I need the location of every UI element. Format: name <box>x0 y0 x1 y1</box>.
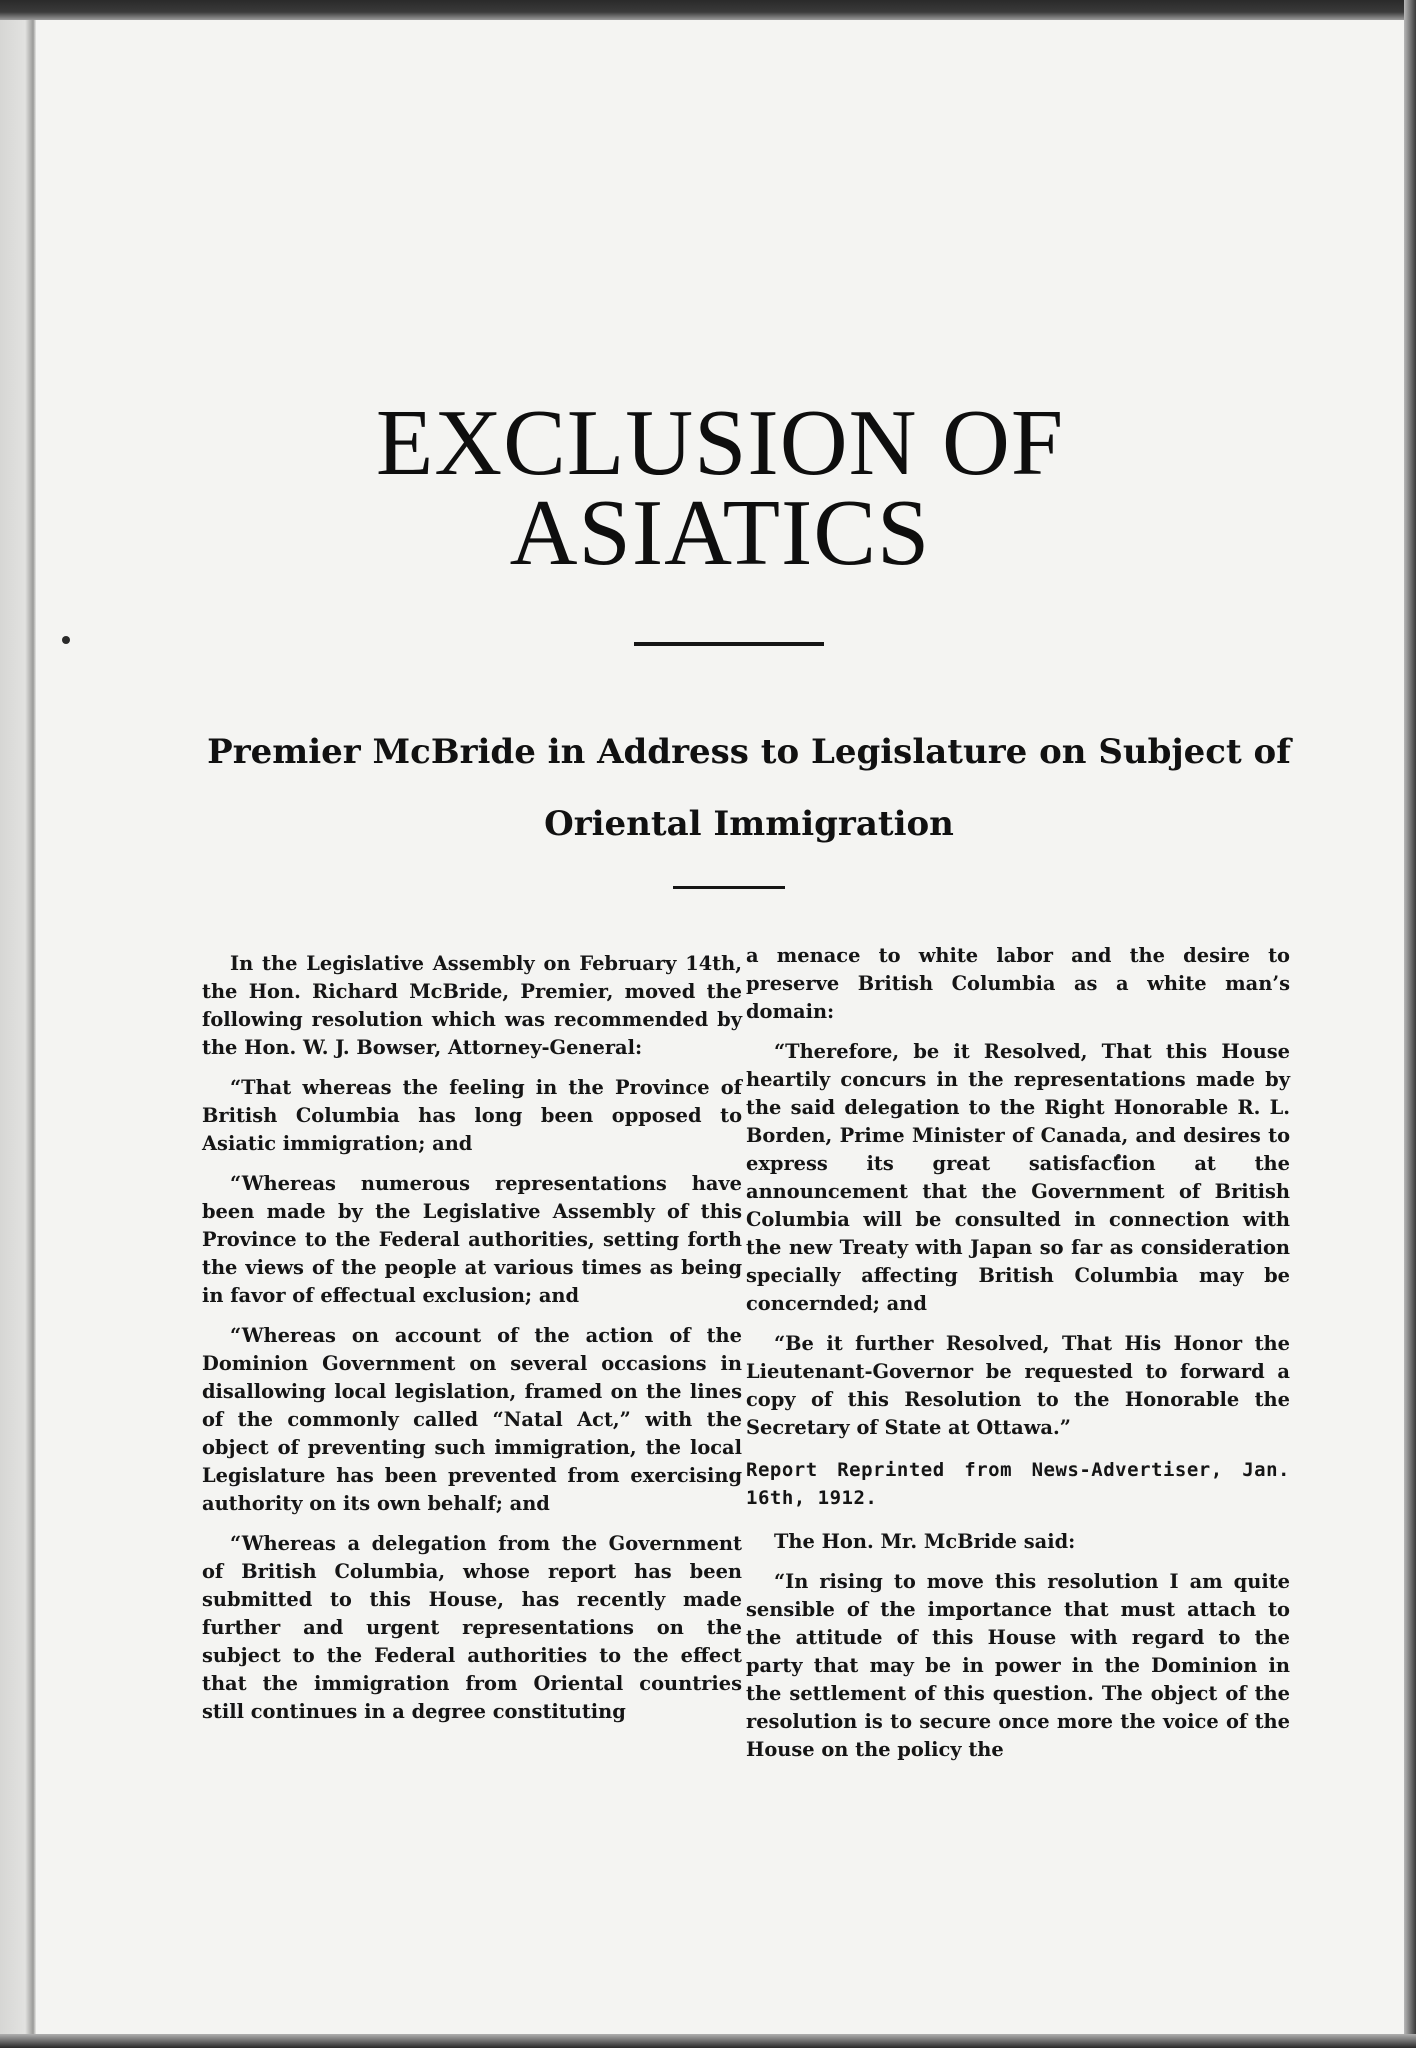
page-title-line-2: ASIATICS <box>509 481 931 585</box>
scan-edge-top <box>0 0 1416 20</box>
document-page <box>36 20 1404 2034</box>
scan-edge-right <box>1404 0 1416 2048</box>
scan-edge-bottom <box>0 2034 1416 2048</box>
report-source-note: Report Reprinted from News-Advertiser, Jan. 16th, 1912. <box>746 1459 1290 1509</box>
resolution-paragraph: “Whereas on account of the action of the Dominion Government on several occasions in disallowing local legislation, framed on the lines of the commonly called “Natal Act,” with the object of preventing such immigration, the local Legislature has been prevented from exercising authority on its own behalf; and <box>202 1324 742 1515</box>
right-text-column <box>746 942 1290 1776</box>
page-title-line-1: EXCLUSION OF <box>375 391 1065 495</box>
speech-paragraph: “In rising to move this resolution I am quite sensible of the importance that must attach to the attitude of this House with regard to the party that may be in power in the Dominion in the settlement of this question. The object of the resolution is to secure once more the voice of the House on the policy the <box>746 1570 1290 1761</box>
resolution-paragraph: “Be it further Resolved, That His Honor the Lieutenant-Governor be requested to forward a copy of this Resolution to the Honorable the Secretary of State at Ottawa.” <box>746 1332 1290 1439</box>
page-title <box>36 391 1404 585</box>
resolution-paragraph: “Whereas a delegation from the Government of British Columbia, whose report has been submitted to this House, has recently made further and urgent representations on the subject to the Federal authorities to the effect that the immigration from Oriental countries still continues in a degree constituting <box>202 1532 742 1723</box>
page-subtitle: Premier McBride in Address to Legislature on Subject of Oriental Immigration <box>207 732 1291 844</box>
title-divider <box>634 642 824 646</box>
resolution-paragraph: “That whereas the feeling in the Province of British Columbia has long been opposed to Asiatic immigration; and <box>202 1076 742 1155</box>
subtitle-divider <box>673 886 785 889</box>
speaker-line: The Hon. Mr. McBride said: <box>774 1530 1076 1553</box>
continued-paragraph: a menace to white labor and the desire to preserve British Columbia as a white man’s domain: <box>746 944 1290 1023</box>
ink-speck <box>62 636 70 644</box>
binding-gutter <box>0 20 36 2034</box>
resolution-paragraph: “Whereas numerous representations have been made by the Legislative Assembly of this Province to the Federal authorities, setting forth the views of the people at various times as being in favor of effectual exclusion; and <box>202 1172 742 1307</box>
intro-paragraph: In the Legislative Assembly on February 14th, the Hon. Richard McBride, Premier, moved the following resolution which was recommended by the Hon. W. J. Bowser, Attorney-General: <box>202 952 742 1059</box>
resolution-paragraph: “Therefore, be it Resolved, That this House heartily concurs in the representations made by the said delegation to the Right Honorable R. L. Borden, Prime Minister of Canada, and desires to express its great satisfaction at the announcement that the Government of British Columbia will be consulted in connection with the new Treaty with Japan so far as consideration specially affecting British Columbia may be concernded; and <box>746 1040 1290 1315</box>
left-text-column <box>202 950 742 1738</box>
